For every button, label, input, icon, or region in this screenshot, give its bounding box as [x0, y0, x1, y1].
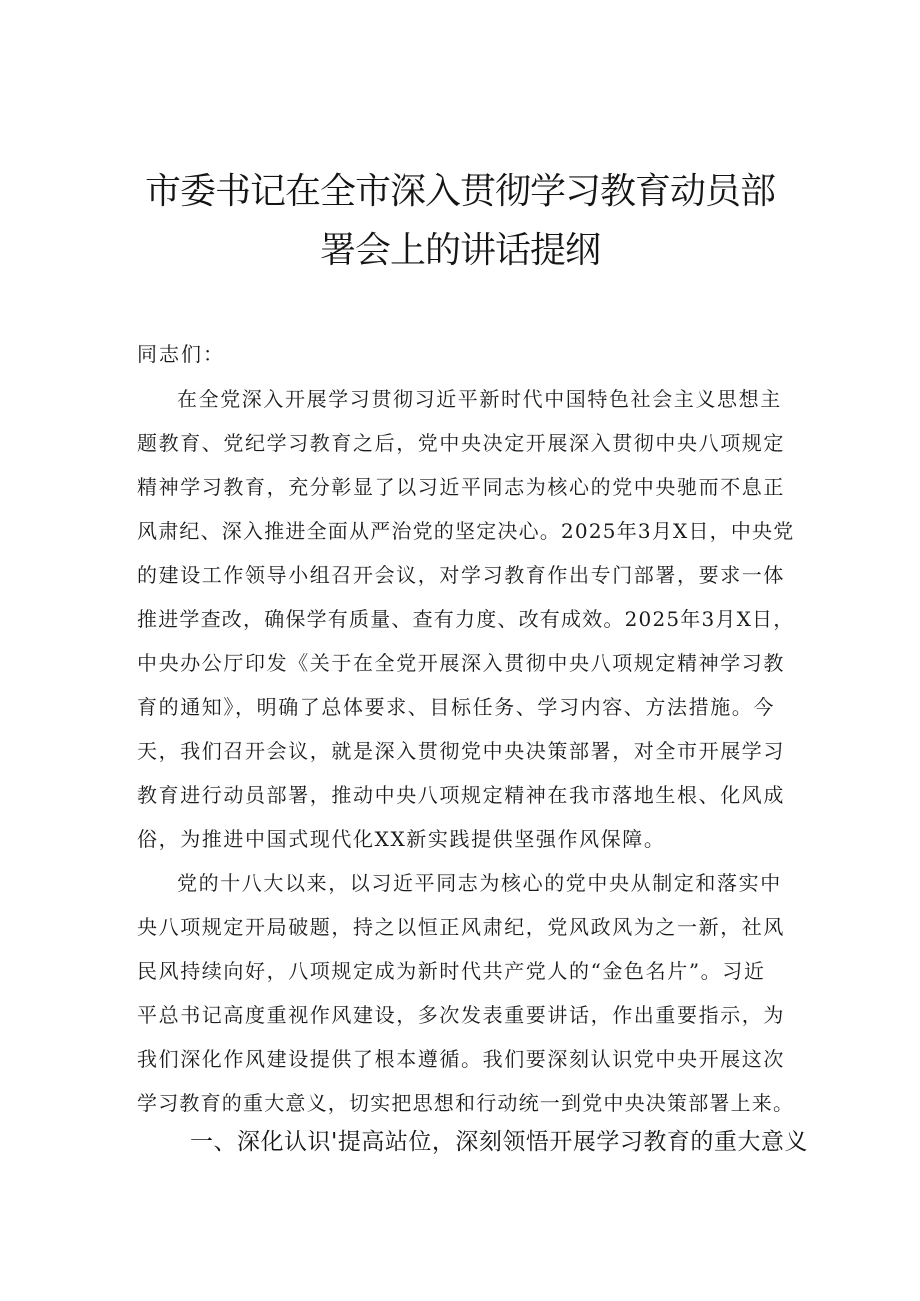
paragraph-1-line: 教育进行动员部署，推动中央八项规定精神在我市落地生根、化风成: [137, 783, 785, 807]
paragraph-1-line: 风肃纪、深入推进全面从严治党的坚定决心。2025年3月X日，中央党: [137, 519, 795, 543]
paragraph-1-line: 的建设工作领导小组召开会议，对学习教育作出专门部署，要求一体: [137, 563, 785, 587]
paragraph-2-line: 民风持续向好，八项规定成为新时代共产党人的“金色名片”。习近: [137, 959, 766, 983]
paragraph-1-line: 天，我们召开会议，就是深入贯彻党中央决策部署，对全市开展学习: [137, 739, 785, 763]
document-title-line-2: 署会上的讲话提纲: [319, 230, 600, 271]
salutation: 同志们：: [137, 342, 225, 366]
paragraph-1-line: 推进学查改，确保学有质量、查有力度、改有成效。2025年3月X日，: [137, 607, 795, 631]
paragraph-1-line: 在全党深入开展学习贯彻习近平新时代中国特色社会主义思想主: [177, 387, 782, 411]
paragraph-2-line: 央八项规定开局破题，持之以恒正风肃纪，党风政风为之一新，社风: [137, 915, 785, 939]
paragraph-1-line: 题教育、党纪学习教育之后，党中央决定开展深入贯彻中央八项规定: [137, 431, 785, 455]
paragraph-1-line: 中央办公厅印发《关于在全党开展深入贯彻中央八项规定精神学习教: [137, 651, 785, 675]
document-title-line-1: 市委书记在全市深入贯彻学习教育动员部: [144, 171, 775, 212]
paragraph-1-line: 育的通知》，明确了总体要求、目标任务、学习内容、方法措施。今: [137, 695, 775, 719]
paragraph-2-line: 学习教育的重大意义，切实把思想和行动统一到党中央决策部署上来。: [137, 1091, 795, 1115]
paragraph-2-line: 平总书记高度重视作风建设，多次发表重要讲话，作出重要指示，为: [137, 1003, 785, 1027]
section-heading: 一、深化认识'提高站位，深刻领悟开展学习教育的重大意义: [190, 1129, 808, 1155]
paragraph-1-line: 俗，为推进中国式现代化XX新实践提供坚强作风保障。: [137, 827, 666, 851]
paragraph-2-line: 党的十八大以来，以习近平同志为核心的党中央从制定和落实中: [177, 871, 782, 895]
paragraph-1-line: 精神学习教育，充分彰显了以习近平同志为核心的党中央驰而不息正: [137, 475, 785, 499]
paragraph-2-line: 我们深化作风建设提供了根本遵循。我们要深刻认识党中央开展这次: [137, 1047, 785, 1071]
